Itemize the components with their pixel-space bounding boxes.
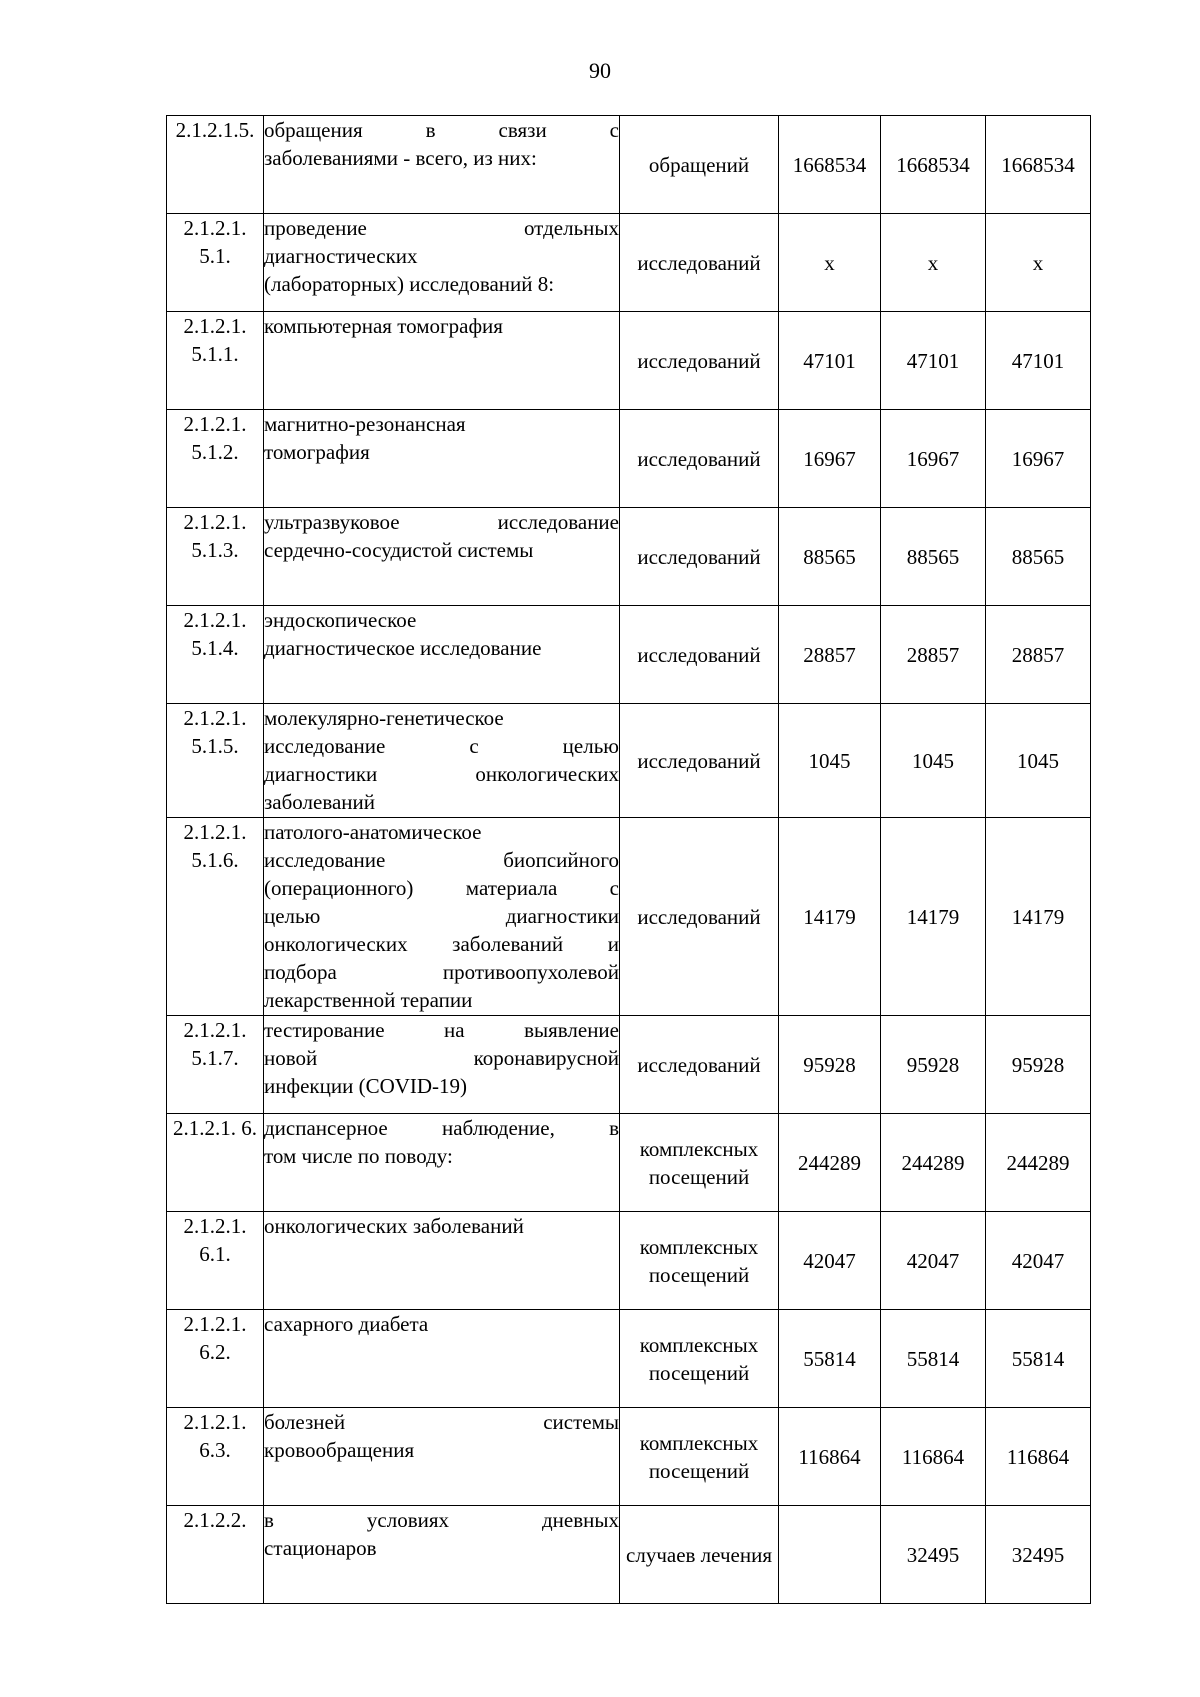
description-line: патолого-анатомическое xyxy=(264,820,482,844)
row-value-2: 244289 xyxy=(881,1114,986,1212)
description-line: проведение отдельных xyxy=(264,216,619,240)
row-value-2: 1045 xyxy=(881,704,986,818)
row-value-2: 47101 xyxy=(881,312,986,410)
row-description xyxy=(264,1016,620,1114)
row-unit: исследований xyxy=(620,410,779,508)
row-value-3: 28857 xyxy=(986,606,1091,704)
row-description xyxy=(264,1212,620,1310)
row-unit: комплексных посещений xyxy=(620,1310,779,1408)
description-line: онкологических заболеваний xyxy=(264,1214,524,1238)
description-line: эндоскопическое xyxy=(264,608,417,632)
row-value-3: 244289 xyxy=(986,1114,1091,1212)
description-line: подбора противоопухолевой xyxy=(264,960,619,984)
row-value-2: х xyxy=(881,214,986,312)
row-value-1: х xyxy=(779,214,881,312)
row-value-3: 32495 xyxy=(986,1506,1091,1604)
table-row xyxy=(167,1114,1091,1212)
row-value-1: 116864 xyxy=(779,1408,881,1506)
description-line: лекарственной терапии xyxy=(264,988,473,1012)
row-code: 2.1.2.1. 6.3. xyxy=(167,1408,264,1506)
row-value-2: 32495 xyxy=(881,1506,986,1604)
row-code: 2.1.2.1. 5.1.7. xyxy=(167,1016,264,1114)
row-value-3: 116864 xyxy=(986,1408,1091,1506)
description-line: (операционного) материала с xyxy=(264,876,619,900)
table-row xyxy=(167,214,1091,312)
table-row xyxy=(167,818,1091,1016)
description-line: диагностических xyxy=(264,244,418,268)
row-unit: комплексных посещений xyxy=(620,1114,779,1212)
row-value-1: 1045 xyxy=(779,704,881,818)
row-description xyxy=(264,312,620,410)
description-line: (лабораторных) исследований 8: xyxy=(264,272,555,296)
row-description xyxy=(264,1114,620,1212)
row-value-3: 14179 xyxy=(986,818,1091,1016)
description-line: исследование с целью xyxy=(264,734,619,758)
row-code: 2.1.2.1. 6.2. xyxy=(167,1310,264,1408)
page-number: 90 xyxy=(589,58,611,83)
row-unit: исследований xyxy=(620,214,779,312)
table-row xyxy=(167,1016,1091,1114)
description-line: обращения в связи с xyxy=(264,118,619,142)
row-value-3: 16967 xyxy=(986,410,1091,508)
description-line: заболеваний xyxy=(264,790,375,814)
table-row xyxy=(167,508,1091,606)
description-line: молекулярно-генетическое xyxy=(264,706,504,730)
row-unit: случаев лечения xyxy=(620,1506,779,1604)
description-line: магнитно-резонансная xyxy=(264,412,466,436)
row-code: 2.1.2.1. 5.1.6. xyxy=(167,818,264,1016)
description-line: исследование биопсийного xyxy=(264,848,619,872)
row-description xyxy=(264,116,620,214)
description-line: онкологических заболеваний и xyxy=(264,932,619,956)
row-description xyxy=(264,818,620,1016)
row-value-3: 47101 xyxy=(986,312,1091,410)
description-line: новой коронавирусной xyxy=(264,1046,619,1070)
row-unit: исследований xyxy=(620,312,779,410)
row-value-2: 42047 xyxy=(881,1212,986,1310)
row-code: 2.1.2.1.5. xyxy=(167,116,264,214)
description-line: ультразвуковое исследование xyxy=(264,510,619,534)
row-code: 2.1.2.1. 6. xyxy=(167,1114,264,1212)
description-line: болезней системы xyxy=(264,1410,619,1434)
description-line: диагностическое исследование xyxy=(264,636,542,660)
row-unit: комплексных посещений xyxy=(620,1408,779,1506)
description-line: диагностики онкологических xyxy=(264,762,619,786)
row-value-3: 42047 xyxy=(986,1212,1091,1310)
row-code: 2.1.2.1. 5.1.3. xyxy=(167,508,264,606)
row-description xyxy=(264,508,620,606)
table-row xyxy=(167,1506,1091,1604)
table-row xyxy=(167,1212,1091,1310)
row-value-1: 14179 xyxy=(779,818,881,1016)
description-line: томография xyxy=(264,440,370,464)
row-unit: исследований xyxy=(620,508,779,606)
row-description xyxy=(264,1408,620,1506)
description-line: сердечно-сосудистой системы xyxy=(264,538,534,562)
table-row xyxy=(167,1408,1091,1506)
row-value-1: 16967 xyxy=(779,410,881,508)
row-value-1 xyxy=(779,1506,881,1604)
row-value-1: 244289 xyxy=(779,1114,881,1212)
indicators-table xyxy=(166,115,1091,1604)
row-value-2: 14179 xyxy=(881,818,986,1016)
table-body xyxy=(167,116,1091,1604)
row-value-1: 1668534 xyxy=(779,116,881,214)
description-line: заболеваниями - всего, из них: xyxy=(264,146,537,170)
row-value-3: 1045 xyxy=(986,704,1091,818)
table-row xyxy=(167,312,1091,410)
description-line: в условиях дневных xyxy=(264,1508,619,1532)
row-value-1: 28857 xyxy=(779,606,881,704)
row-value-2: 116864 xyxy=(881,1408,986,1506)
row-description xyxy=(264,1506,620,1604)
table-row xyxy=(167,704,1091,818)
description-line: целью диагностики xyxy=(264,904,619,928)
row-unit: комплексных посещений xyxy=(620,1212,779,1310)
row-unit: обращений xyxy=(620,116,779,214)
table-row xyxy=(167,606,1091,704)
row-value-2: 95928 xyxy=(881,1016,986,1114)
row-code: 2.1.2.1. 5.1. xyxy=(167,214,264,312)
table-row xyxy=(167,410,1091,508)
row-value-2: 1668534 xyxy=(881,116,986,214)
row-description xyxy=(264,704,620,818)
row-code: 2.1.2.1. 5.1.2. xyxy=(167,410,264,508)
row-description xyxy=(264,1310,620,1408)
row-value-1: 55814 xyxy=(779,1310,881,1408)
row-value-3: 88565 xyxy=(986,508,1091,606)
row-code: 2.1.2.1. 5.1.5. xyxy=(167,704,264,818)
row-code: 2.1.2.1. 5.1.1. xyxy=(167,312,264,410)
description-line: диспансерное наблюдение, в xyxy=(264,1116,619,1140)
table-row xyxy=(167,116,1091,214)
row-unit: исследований xyxy=(620,1016,779,1114)
row-value-2: 28857 xyxy=(881,606,986,704)
row-value-3: 1668534 xyxy=(986,116,1091,214)
row-value-2: 16967 xyxy=(881,410,986,508)
row-unit: исследований xyxy=(620,606,779,704)
row-value-1: 95928 xyxy=(779,1016,881,1114)
description-line: кровообращения xyxy=(264,1438,415,1462)
description-line: том числе по поводу: xyxy=(264,1144,453,1168)
row-unit: исследований xyxy=(620,704,779,818)
row-value-3: х xyxy=(986,214,1091,312)
row-value-2: 55814 xyxy=(881,1310,986,1408)
row-value-1: 47101 xyxy=(779,312,881,410)
row-description xyxy=(264,214,620,312)
row-description xyxy=(264,606,620,704)
row-value-3: 95928 xyxy=(986,1016,1091,1114)
row-code: 2.1.2.2. xyxy=(167,1506,264,1604)
row-value-1: 88565 xyxy=(779,508,881,606)
row-code: 2.1.2.1. 6.1. xyxy=(167,1212,264,1310)
table-row xyxy=(167,1310,1091,1408)
row-unit: исследований xyxy=(620,818,779,1016)
row-value-3: 55814 xyxy=(986,1310,1091,1408)
description-line: сахарного диабета xyxy=(264,1312,429,1336)
description-line: тестирование на выявление xyxy=(264,1018,619,1042)
row-code: 2.1.2.1. 5.1.4. xyxy=(167,606,264,704)
description-line: стационаров xyxy=(264,1536,377,1560)
row-value-2: 88565 xyxy=(881,508,986,606)
row-description xyxy=(264,410,620,508)
description-line: инфекции (COVID-19) xyxy=(264,1074,468,1098)
description-line: компьютерная томография xyxy=(264,314,503,338)
row-value-1: 42047 xyxy=(779,1212,881,1310)
